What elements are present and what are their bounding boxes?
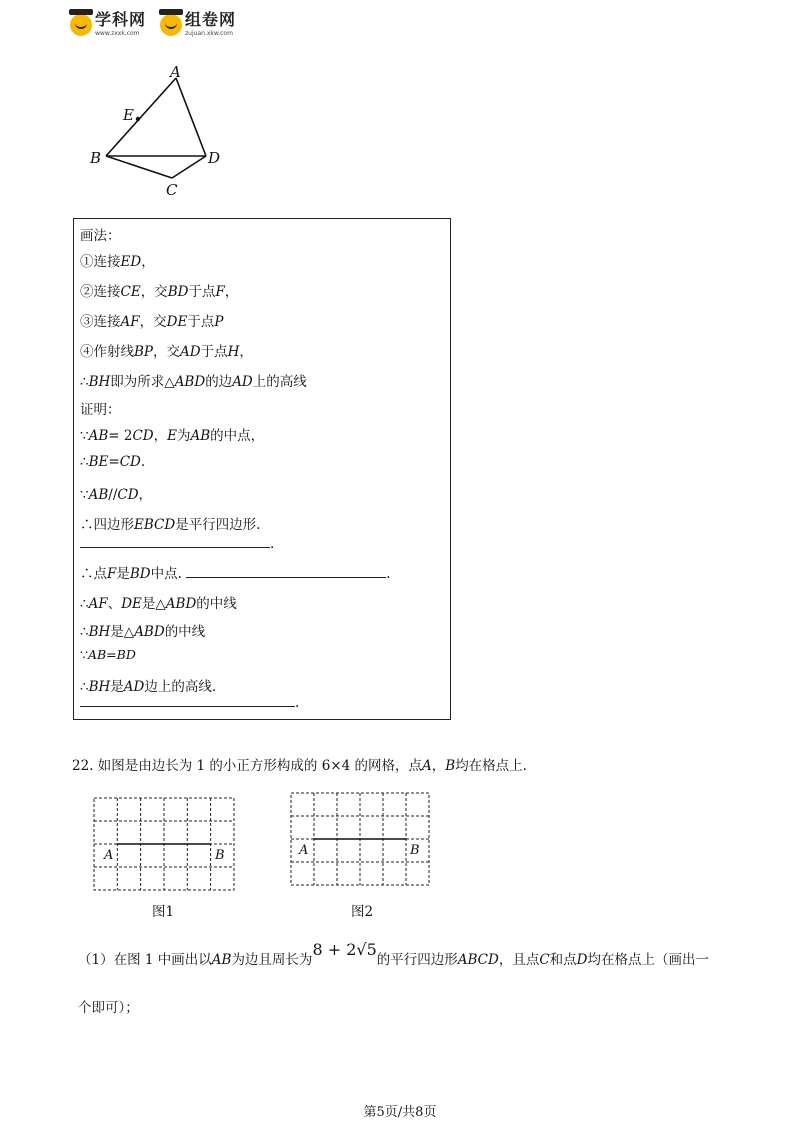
label-a: A — [170, 63, 181, 81]
proof-line-4: ∴四边形EBCD是平行四边形. — [80, 517, 261, 533]
label-e: E — [123, 106, 134, 124]
question-22-part-1: （1）在图 1 中画出以AB为边且周长为8 + 2√5的平行四边形ABCD，且点C和点D均在格点上（画出一 — [78, 940, 709, 968]
proof-line-6: ∴AF、DE是△ABD的中线 — [80, 596, 237, 612]
logo-url: www.zxxk.com — [95, 30, 140, 37]
question-22-stem: 22. 如图是由边长为 1 的小正方形构成的 6×4 的网格，点A，B均在格点上. — [72, 758, 527, 774]
label-c: C — [166, 181, 178, 199]
proof-line-5: ∴点F是BD中点. . — [80, 566, 391, 582]
proof-line-8: ∵AB=BD — [80, 647, 136, 662]
xueke-logo[interactable] — [70, 12, 146, 37]
proof-line-1: ∵AB= 2CD，E为AB的中点， — [80, 428, 265, 444]
proof-line-9: ∴BH是AD边上的高线. — [80, 679, 217, 695]
step-1: ①连接ED， — [80, 254, 155, 270]
method-heading: 画法： — [80, 228, 121, 244]
logo-name: 组卷网 — [185, 10, 237, 29]
fill-blank[interactable] — [80, 694, 295, 707]
logo-url: zujuan.xkw.com — [185, 30, 233, 37]
proof-line-3: ∵AB//CD， — [80, 487, 153, 503]
point-e — [136, 117, 140, 121]
step-4: ④作射线BP，交AD于点H， — [80, 344, 253, 360]
logo-name: 学科网 — [95, 10, 147, 29]
quadrilateral-figure — [80, 60, 240, 200]
grid-figure-1[interactable] — [90, 795, 242, 895]
edge-bc — [106, 156, 172, 178]
mascot-icon — [160, 14, 182, 36]
question-22-part-1-cont: 个即可）； — [78, 1000, 139, 1016]
perimeter-formula: 8 + 2√5 — [312, 940, 377, 959]
zujuan-logo[interactable] — [160, 12, 236, 37]
label-b: B — [215, 848, 225, 863]
fill-blank[interactable] — [80, 535, 270, 548]
step-2: ②连接CE，交BD于点F， — [80, 284, 239, 300]
edge-cd — [172, 156, 206, 178]
page-number: 第5页/共8页 — [363, 1105, 437, 1120]
proof-blank-1[interactable]: . — [80, 535, 274, 552]
proof-heading: 证明： — [80, 402, 121, 418]
label-b: B — [90, 149, 102, 167]
step-3: ③连接AF，交DE于点P — [80, 314, 224, 330]
fill-blank[interactable] — [186, 565, 386, 578]
grid-figure-2[interactable] — [287, 790, 435, 890]
label-d: D — [208, 149, 221, 167]
label-a: A — [104, 848, 114, 863]
edge-ab — [106, 78, 176, 156]
edge-ad — [176, 78, 206, 156]
header-logos — [70, 12, 236, 46]
proof-blank-2[interactable]: . — [80, 694, 299, 711]
proof-line-7: ∴BH是△ABD的中线 — [80, 624, 206, 640]
mascot-icon — [70, 14, 92, 36]
label-a: A — [299, 843, 309, 858]
figure-1-caption: 图1 — [152, 904, 175, 920]
label-b: B — [410, 843, 420, 858]
figure-2-caption: 图2 — [351, 904, 374, 920]
proof-line-2: ∴BE=CD. — [80, 454, 146, 470]
conclusion-line: ∴BH即为所求△ABD的边AD上的高线 — [80, 374, 307, 390]
